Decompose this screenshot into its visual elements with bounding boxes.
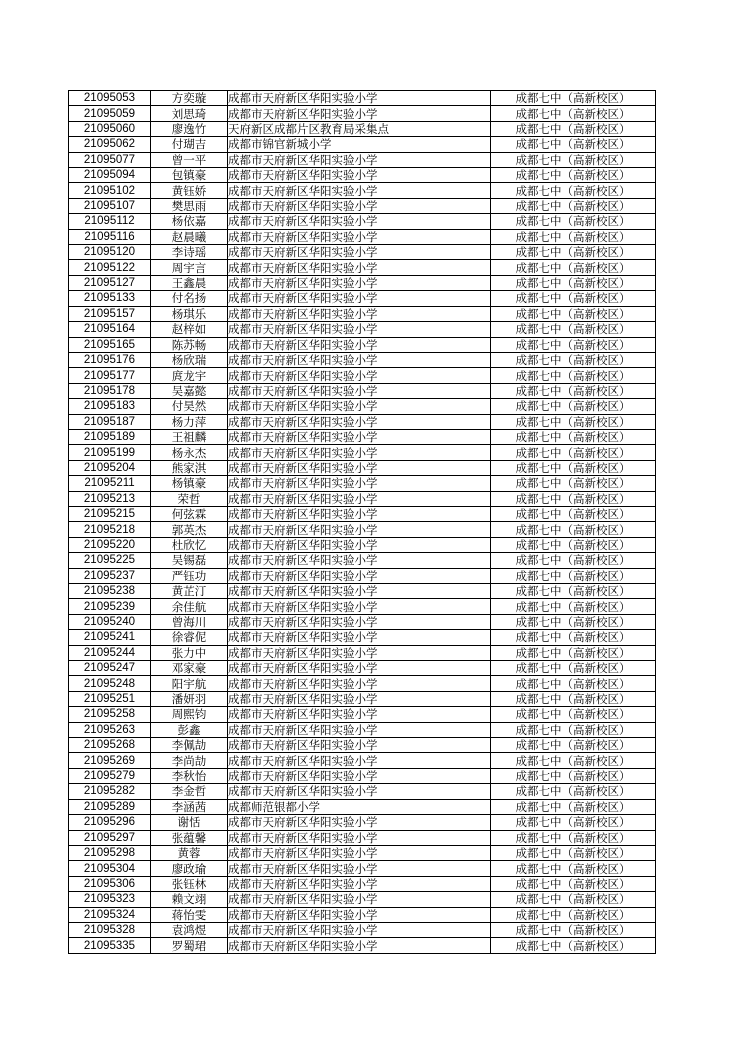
table-row [69,738,656,753]
student-name-cell: 陈苏畅 [151,337,228,352]
student-name-cell: 李诗瑶 [151,245,228,260]
student-name-cell: 廖政瑜 [151,861,228,876]
student-name-cell: 方奕璇 [151,91,228,106]
student-name-cell: 周宇言 [151,260,228,275]
primary-school-cell: 天府新区成都片区教育局采集点 [228,121,491,136]
admitted-school-cell: 成都七中（高新校区） [491,476,656,491]
student-id-cell: 21095220 [69,537,151,552]
student-id-cell: 21095263 [69,722,151,737]
student-name-cell: 刘思琦 [151,106,228,121]
table-row [69,337,656,352]
student-id-cell: 21095297 [69,830,151,845]
primary-school-cell: 成都市天府新区华阳实验小学 [228,322,491,337]
student-id-cell: 21095102 [69,183,151,198]
student-name-cell: 杜欣忆 [151,537,228,552]
admitted-school-cell: 成都七中（高新校区） [491,291,656,306]
student-id-cell: 21095304 [69,861,151,876]
primary-school-cell: 成都市天府新区华阳实验小学 [228,707,491,722]
primary-school-cell: 成都市天府新区华阳实验小学 [228,876,491,891]
student-id-cell: 21095120 [69,245,151,260]
primary-school-cell: 成都市天府新区华阳实验小学 [228,445,491,460]
student-name-cell: 王鑫晨 [151,275,228,290]
table-row [69,229,656,244]
admitted-school-cell: 成都七中（高新校区） [491,876,656,891]
student-name-cell: 杨镇豪 [151,476,228,491]
primary-school-cell: 成都市天府新区华阳实验小学 [228,768,491,783]
admitted-school-cell: 成都七中（高新校区） [491,892,656,907]
admitted-school-cell: 成都七中（高新校区） [491,445,656,460]
table-row [69,198,656,213]
primary-school-cell: 成都市天府新区华阳实验小学 [228,830,491,845]
student-id-cell: 21095122 [69,260,151,275]
student-id-cell: 21095240 [69,614,151,629]
table-row [69,722,656,737]
table-row [69,614,656,629]
student-id-cell: 21095211 [69,476,151,491]
admitted-school-cell: 成都七中（高新校区） [491,938,656,953]
admitted-school-cell: 成都七中（高新校区） [491,553,656,568]
student-id-cell: 21095328 [69,922,151,937]
table-row [69,845,656,860]
student-id-cell: 21095268 [69,738,151,753]
student-id-cell: 21095215 [69,506,151,521]
student-name-cell: 李秋怡 [151,768,228,783]
primary-school-cell: 成都市天府新区华阳实验小学 [228,907,491,922]
admitted-school-cell: 成都七中（高新校区） [491,614,656,629]
student-id-cell: 21095077 [69,152,151,167]
primary-school-cell: 成都市天府新区华阳实验小学 [228,383,491,398]
admitted-school-cell: 成都七中（高新校区） [491,768,656,783]
primary-school-cell: 成都市天府新区华阳实验小学 [228,861,491,876]
table-row [69,630,656,645]
student-name-cell: 包镇豪 [151,168,228,183]
roster-body [69,91,656,954]
table-row [69,460,656,475]
table-row [69,383,656,398]
table-row [69,784,656,799]
admitted-school-cell: 成都七中（高新校区） [491,676,656,691]
student-name-cell: 付名扬 [151,291,228,306]
student-id-cell: 21095204 [69,460,151,475]
admitted-school-cell: 成都七中（高新校区） [491,922,656,937]
student-id-cell: 21095324 [69,907,151,922]
table-row [69,506,656,521]
table-row [69,399,656,414]
student-name-cell: 郭英杰 [151,522,228,537]
student-id-cell: 21095296 [69,815,151,830]
student-name-cell: 樊思雨 [151,198,228,213]
student-id-cell: 21095279 [69,768,151,783]
primary-school-cell: 成都市天府新区华阳实验小学 [228,168,491,183]
student-id-cell: 21095289 [69,799,151,814]
table-row [69,245,656,260]
student-name-cell: 王祖麟 [151,429,228,444]
student-name-cell: 谢恬 [151,815,228,830]
table-row [69,476,656,491]
primary-school-cell: 成都市天府新区华阳实验小学 [228,506,491,521]
student-name-cell: 吴锡磊 [151,553,228,568]
admitted-school-cell: 成都七中（高新校区） [491,352,656,367]
student-id-cell: 21095060 [69,121,151,136]
student-name-cell: 李佩劼 [151,738,228,753]
primary-school-cell: 成都市天府新区华阳实验小学 [228,414,491,429]
student-name-cell: 赵梓如 [151,322,228,337]
student-name-cell: 李尚劼 [151,753,228,768]
primary-school-cell: 成都市天府新区华阳实验小学 [228,784,491,799]
student-name-cell: 吴嘉懿 [151,383,228,398]
student-id-cell: 21095251 [69,691,151,706]
student-id-cell: 21095112 [69,214,151,229]
admitted-school-cell: 成都七中（高新校区） [491,168,656,183]
student-name-cell: 付瑚吉 [151,137,228,152]
primary-school-cell: 成都市天府新区华阳实验小学 [228,522,491,537]
student-name-cell: 周熙钧 [151,707,228,722]
table-row [69,830,656,845]
primary-school-cell: 成都市天府新区华阳实验小学 [228,661,491,676]
primary-school-cell: 成都市天府新区华阳实验小学 [228,630,491,645]
admitted-school-cell: 成都七中（高新校区） [491,568,656,583]
primary-school-cell: 成都市天府新区华阳实验小学 [228,537,491,552]
table-row [69,137,656,152]
table-row [69,861,656,876]
primary-school-cell: 成都市天府新区华阳实验小学 [228,214,491,229]
student-id-cell: 21095116 [69,229,151,244]
table-row [69,938,656,953]
primary-school-cell: 成都市天府新区华阳实验小学 [228,275,491,290]
primary-school-cell: 成都师范银都小学 [228,799,491,814]
table-row [69,306,656,321]
admitted-school-cell: 成都七中（高新校区） [491,121,656,136]
primary-school-cell: 成都市天府新区华阳实验小学 [228,922,491,937]
admitted-school-cell: 成都七中（高新校区） [491,229,656,244]
primary-school-cell: 成都市天府新区华阳实验小学 [228,352,491,367]
student-id-cell: 21095053 [69,91,151,106]
student-id-cell: 21095177 [69,368,151,383]
admitted-school-cell: 成都七中（高新校区） [491,383,656,398]
admitted-school-cell: 成都七中（高新校区） [491,753,656,768]
table-row [69,445,656,460]
student-name-cell: 袁鸿煜 [151,922,228,937]
table-row [69,537,656,552]
student-id-cell: 21095199 [69,445,151,460]
student-name-cell: 杨依嘉 [151,214,228,229]
primary-school-cell: 成都市天府新区华阳实验小学 [228,599,491,614]
primary-school-cell: 成都市天府新区华阳实验小学 [228,152,491,167]
student-id-cell: 21095244 [69,645,151,660]
admitted-school-cell: 成都七中（高新校区） [491,506,656,521]
table-row [69,121,656,136]
student-name-cell: 庹龙宇 [151,368,228,383]
student-name-cell: 邓家豪 [151,661,228,676]
table-row [69,429,656,444]
table-row [69,599,656,614]
student-name-cell: 赖文翊 [151,892,228,907]
table-row [69,322,656,337]
student-id-cell: 21095306 [69,876,151,891]
admitted-school-cell: 成都七中（高新校区） [491,152,656,167]
admitted-school-cell: 成都七中（高新校区） [491,429,656,444]
student-id-cell: 21095157 [69,306,151,321]
primary-school-cell: 成都市天府新区华阳实验小学 [228,491,491,506]
primary-school-cell: 成都市天府新区华阳实验小学 [228,198,491,213]
primary-school-cell: 成都市天府新区华阳实验小学 [228,260,491,275]
student-id-cell: 21095094 [69,168,151,183]
student-id-cell: 21095298 [69,845,151,860]
table-row [69,799,656,814]
admitted-school-cell: 成都七中（高新校区） [491,707,656,722]
primary-school-cell: 成都市天府新区华阳实验小学 [228,691,491,706]
table-row [69,661,656,676]
primary-school-cell: 成都市天府新区华阳实验小学 [228,399,491,414]
student-name-cell: 阳宇航 [151,676,228,691]
table-row [69,768,656,783]
table-row [69,491,656,506]
admitted-school-cell: 成都七中（高新校区） [491,784,656,799]
student-name-cell: 张力中 [151,645,228,660]
admitted-school-cell: 成都七中（高新校区） [491,260,656,275]
student-name-cell: 黄钰娇 [151,183,228,198]
table-row [69,214,656,229]
table-row [69,922,656,937]
table-row [69,260,656,275]
admitted-school-cell: 成都七中（高新校区） [491,522,656,537]
student-name-cell: 廖逸竹 [151,121,228,136]
student-id-cell: 21095165 [69,337,151,352]
student-name-cell: 黄芷汀 [151,584,228,599]
admitted-school-cell: 成都七中（高新校区） [491,691,656,706]
student-id-cell: 21095107 [69,198,151,213]
admitted-school-cell: 成都七中（高新校区） [491,183,656,198]
primary-school-cell: 成都市天府新区华阳实验小学 [228,568,491,583]
primary-school-cell: 成都市天府新区华阳实验小学 [228,753,491,768]
admitted-school-cell: 成都七中（高新校区） [491,337,656,352]
student-id-cell: 21095239 [69,599,151,614]
student-roster-table [68,90,656,954]
primary-school-cell: 成都市天府新区华阳实验小学 [228,645,491,660]
primary-school-cell: 成都市天府新区华阳实验小学 [228,106,491,121]
student-name-cell: 付昊然 [151,399,228,414]
table-row [69,368,656,383]
student-id-cell: 21095062 [69,137,151,152]
primary-school-cell: 成都市天府新区华阳实验小学 [228,245,491,260]
primary-school-cell: 成都市天府新区华阳实验小学 [228,183,491,198]
admitted-school-cell: 成都七中（高新校区） [491,738,656,753]
primary-school-cell: 成都市天府新区华阳实验小学 [228,676,491,691]
student-id-cell: 21095258 [69,707,151,722]
student-id-cell: 21095176 [69,352,151,367]
table-row [69,876,656,891]
student-name-cell: 潘妍羽 [151,691,228,706]
table-row [69,183,656,198]
admitted-school-cell: 成都七中（高新校区） [491,815,656,830]
primary-school-cell: 成都市天府新区华阳实验小学 [228,291,491,306]
student-name-cell: 严钰功 [151,568,228,583]
admitted-school-cell: 成都七中（高新校区） [491,722,656,737]
student-id-cell: 21095059 [69,106,151,121]
admitted-school-cell: 成都七中（高新校区） [491,861,656,876]
student-id-cell: 21095241 [69,630,151,645]
primary-school-cell: 成都市天府新区华阳实验小学 [228,306,491,321]
primary-school-cell: 成都市天府新区华阳实验小学 [228,614,491,629]
primary-school-cell: 成都市天府新区华阳实验小学 [228,584,491,599]
table-row [69,645,656,660]
primary-school-cell: 成都市天府新区华阳实验小学 [228,429,491,444]
student-id-cell: 21095218 [69,522,151,537]
admitted-school-cell: 成都七中（高新校区） [491,306,656,321]
student-id-cell: 21095213 [69,491,151,506]
student-name-cell: 何弦霖 [151,506,228,521]
primary-school-cell: 成都市天府新区华阳实验小学 [228,337,491,352]
student-id-cell: 21095269 [69,753,151,768]
student-id-cell: 21095127 [69,275,151,290]
admitted-school-cell: 成都七中（高新校区） [491,630,656,645]
admitted-school-cell: 成都七中（高新校区） [491,368,656,383]
student-id-cell: 21095133 [69,291,151,306]
student-name-cell: 彭鑫 [151,722,228,737]
admitted-school-cell: 成都七中（高新校区） [491,106,656,121]
student-name-cell: 余佳航 [151,599,228,614]
student-id-cell: 21095335 [69,938,151,953]
admitted-school-cell: 成都七中（高新校区） [491,599,656,614]
primary-school-cell: 成都市天府新区华阳实验小学 [228,460,491,475]
primary-school-cell: 成都市天府新区华阳实验小学 [228,368,491,383]
table-row [69,168,656,183]
admitted-school-cell: 成都七中（高新校区） [491,907,656,922]
student-name-cell: 张蕴馨 [151,830,228,845]
table-row [69,91,656,106]
student-name-cell: 罗蜀珺 [151,938,228,953]
student-id-cell: 21095164 [69,322,151,337]
primary-school-cell: 成都市天府新区华阳实验小学 [228,229,491,244]
student-id-cell: 21095189 [69,429,151,444]
table-row [69,106,656,121]
admitted-school-cell: 成都七中（高新校区） [491,584,656,599]
student-id-cell: 21095238 [69,584,151,599]
admitted-school-cell: 成都七中（高新校区） [491,414,656,429]
table-row [69,691,656,706]
admitted-school-cell: 成都七中（高新校区） [491,830,656,845]
primary-school-cell: 成都市锦官新城小学 [228,137,491,152]
primary-school-cell: 成都市天府新区华阳实验小学 [228,815,491,830]
primary-school-cell: 成都市天府新区华阳实验小学 [228,553,491,568]
student-id-cell: 21095248 [69,676,151,691]
table-row [69,553,656,568]
student-id-cell: 21095183 [69,399,151,414]
admitted-school-cell: 成都七中（高新校区） [491,845,656,860]
student-name-cell: 李涵茜 [151,799,228,814]
table-row [69,892,656,907]
student-name-cell: 黄蓉 [151,845,228,860]
primary-school-cell: 成都市天府新区华阳实验小学 [228,476,491,491]
table-row [69,275,656,290]
table-row [69,291,656,306]
student-name-cell: 徐睿伲 [151,630,228,645]
student-name-cell: 杨永杰 [151,445,228,460]
student-name-cell: 曾海川 [151,614,228,629]
admitted-school-cell: 成都七中（高新校区） [491,537,656,552]
admitted-school-cell: 成都七中（高新校区） [491,799,656,814]
table-row [69,522,656,537]
student-id-cell: 21095282 [69,784,151,799]
student-name-cell: 李金哲 [151,784,228,799]
primary-school-cell: 成都市天府新区华阳实验小学 [228,892,491,907]
student-name-cell: 张钰林 [151,876,228,891]
student-name-cell: 杨力萍 [151,414,228,429]
admitted-school-cell: 成都七中（高新校区） [491,137,656,152]
student-name-cell: 杨琪乐 [151,306,228,321]
admitted-school-cell: 成都七中（高新校区） [491,322,656,337]
admitted-school-cell: 成都七中（高新校区） [491,245,656,260]
admitted-school-cell: 成都七中（高新校区） [491,661,656,676]
admitted-school-cell: 成都七中（高新校区） [491,214,656,229]
student-id-cell: 21095187 [69,414,151,429]
primary-school-cell: 成都市天府新区华阳实验小学 [228,738,491,753]
student-id-cell: 21095237 [69,568,151,583]
table-row [69,815,656,830]
primary-school-cell: 成都市天府新区华阳实验小学 [228,91,491,106]
table-row [69,753,656,768]
table-row [69,152,656,167]
student-id-cell: 21095247 [69,661,151,676]
admitted-school-cell: 成都七中（高新校区） [491,491,656,506]
table-row [69,676,656,691]
table-row [69,352,656,367]
table-row [69,414,656,429]
admitted-school-cell: 成都七中（高新校区） [491,91,656,106]
admitted-school-cell: 成都七中（高新校区） [491,275,656,290]
student-name-cell: 赵晨曦 [151,229,228,244]
student-name-cell: 荣哲 [151,491,228,506]
admitted-school-cell: 成都七中（高新校区） [491,198,656,213]
student-name-cell: 曾一平 [151,152,228,167]
student-name-cell: 蒋怡雯 [151,907,228,922]
primary-school-cell: 成都市天府新区华阳实验小学 [228,938,491,953]
primary-school-cell: 成都市天府新区华阳实验小学 [228,845,491,860]
student-id-cell: 21095225 [69,553,151,568]
table-row [69,568,656,583]
admitted-school-cell: 成都七中（高新校区） [491,399,656,414]
student-id-cell: 21095178 [69,383,151,398]
admitted-school-cell: 成都七中（高新校区） [491,460,656,475]
student-name-cell: 杨欣瑞 [151,352,228,367]
admitted-school-cell: 成都七中（高新校区） [491,645,656,660]
table-row [69,907,656,922]
table-row [69,584,656,599]
student-name-cell: 熊家淇 [151,460,228,475]
primary-school-cell: 成都市天府新区华阳实验小学 [228,722,491,737]
table-row [69,707,656,722]
student-id-cell: 21095323 [69,892,151,907]
